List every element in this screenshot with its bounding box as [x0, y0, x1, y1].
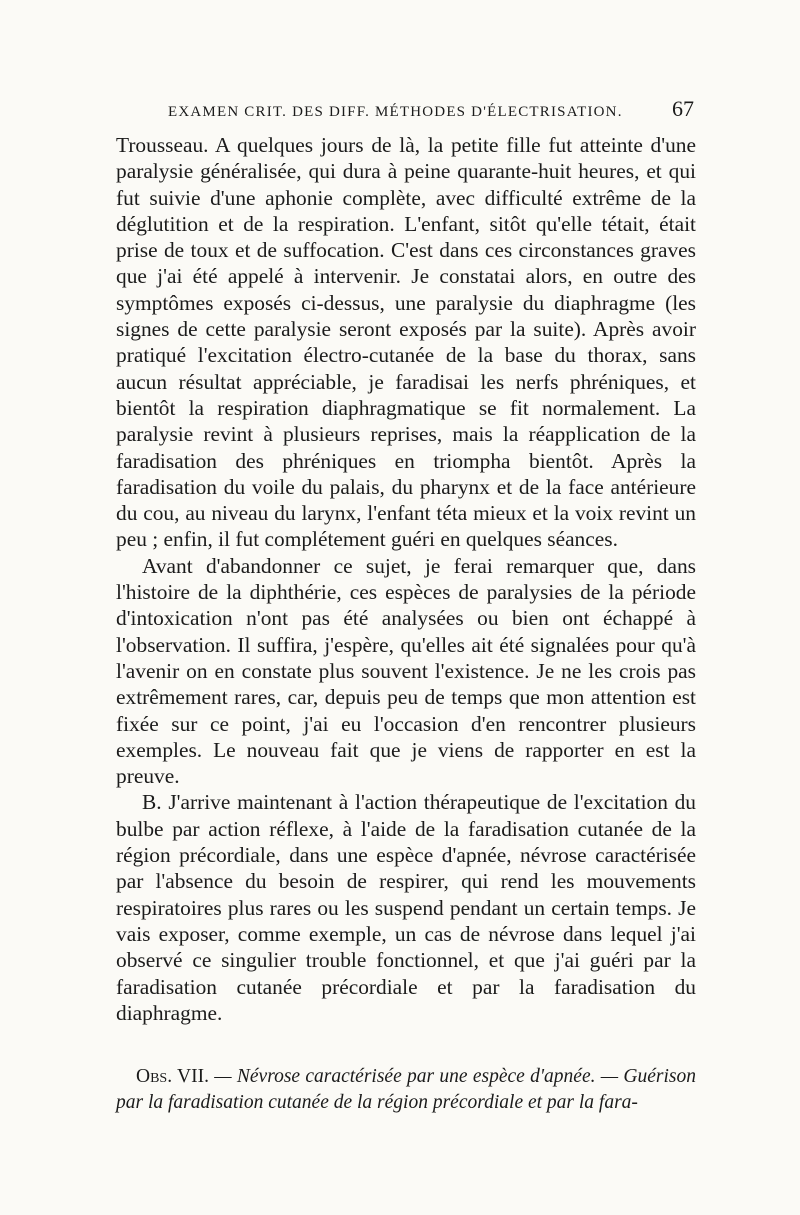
- observation-label: Obs. VII.: [136, 1066, 209, 1088]
- body-text: [116, 132, 696, 1026]
- page-number: 67: [672, 96, 694, 121]
- paragraph-continuation: Trousseau. A quelques jours de là, la petite fille fut atteinte d'une paralysie généralisée, qui dura à peine quarante-huit heures, et qui fut suivie d'une aphonie complète, avec difficulté extrême de la déglutition et de la respiration. L'enfant, sitôt qu'elle tétait, était prise de toux et de suffocation. C'est dans ces circonstances graves que j'ai été appelé à intervenir. Je constatai alors, en outre des symptômes exposés ci-dessus, une paralysie du diaphragme (les signes de cette paralysie seront exposés par la suite). Après avoir pratiqué l'excitation électro-cutanée de la base du thorax, sans aucun résultat appréciable, je faradisai les nerfs phréniques, et bientôt la respiration diaphragmatique se fit normalement. La paralysie revint à plusieurs reprises, mais la réapplication de la faradisation des phréniques en triompha bientôt. Après la faradisation du voile du palais, du pharynx et de la face antérieure du cou, au niveau du larynx, l'enfant téta mieux et la voix revint un peu ; enfin, il fut complétement guéri en quelques séances.: [116, 133, 696, 552]
- running-title: EXAMEN CRIT. DES DIFF. MÉTHODES D'ÉLECTRISATION.: [168, 104, 623, 120]
- observation-title: — Névrose caractérisée par une espèce d'apnée. — Guérison par la faradisation cutanée de la région précordiale et par la fara-: [116, 1066, 696, 1114]
- paragraph-diphtheria: Avant d'abandonner ce sujet, je ferai remarquer que, dans l'histoire de la diphthérie, ces espèces de paralysies de la période d'intoxication n'ont pas été analysées ou bien ont échappé à l'observation. Il suffira, j'espère, qu'elles ait été signalées pour qu'à l'avenir on en constate plus souvent l'existence. Je ne les crois pas extrêmement rares, car, depuis peu de temps que mon attention est fixée sur ce point, j'ai eu l'occasion d'en rencontrer plusieurs exemples. Le nouveau fait que je viens de rapporter en est la preuve.: [116, 553, 696, 789]
- book-page: [116, 96, 696, 1116]
- paragraph-section-b: B. J'arrive maintenant à l'action thérapeutique de l'excitation du bulbe par action réflexe, à l'aide de la faradisation cutanée de la région précordiale, dans une espèce d'apnée, névrose caractérisée par l'absence du besoin de respirer, qui rend les mouvements respiratoires plus rares ou les suspend pendant un certain temps. Je vais exposer, comme exemple, un cas de névrose dans lequel j'ai observé ce singulier trouble fonctionnel, et que j'ai guéri par la faradisation cutanée précordiale et par la faradisation du diaphragme.: [116, 790, 696, 1025]
- observation-heading: [116, 1064, 696, 1116]
- running-head: [116, 96, 696, 132]
